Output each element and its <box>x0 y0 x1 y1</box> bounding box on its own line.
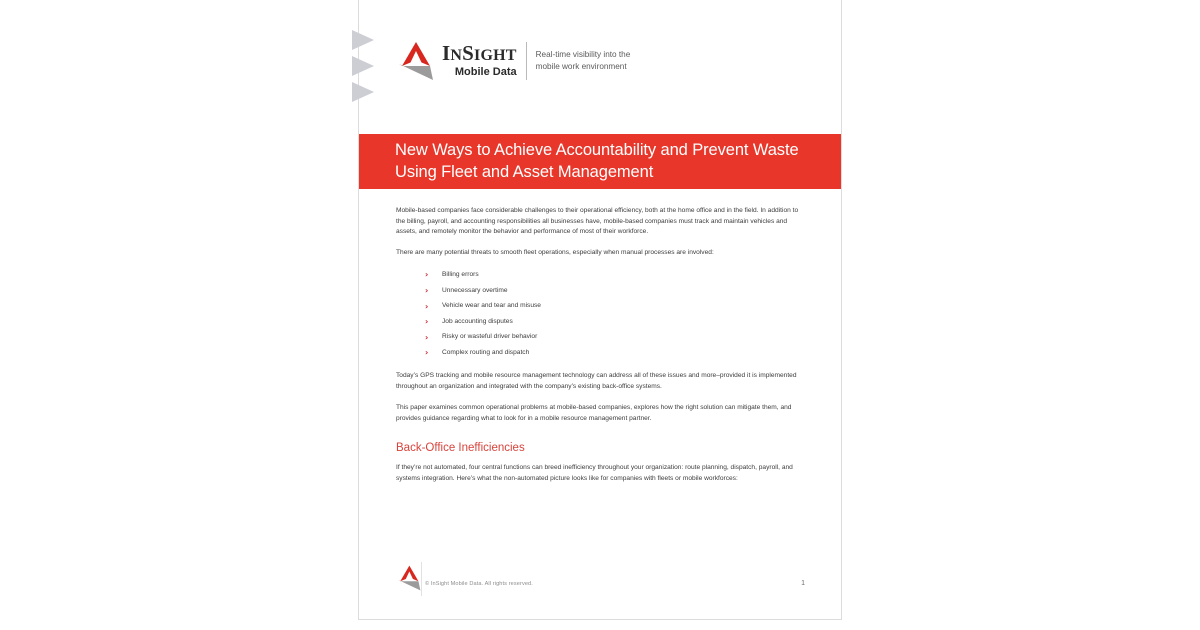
page-title: New Ways to Achieve Accountability and Prevent Waste Using Fleet and Asset Management <box>395 140 799 181</box>
list-item-label: Risky or wasteful driver behavior <box>442 333 538 341</box>
chevron-bullet-icon: › <box>425 301 429 311</box>
list-item-label: Vehicle wear and tear and misuse <box>442 302 541 310</box>
brand-subtitle: Mobile Data <box>454 66 517 79</box>
chevron-bullet-icon: › <box>425 348 429 358</box>
chevron-right-decoration-icon <box>352 30 374 50</box>
document-page <box>358 0 842 620</box>
chevron-bullet-icon: › <box>425 317 429 327</box>
threats-list <box>396 271 800 357</box>
copyright-notice: © InSight Mobile Data. All rights reserved. <box>425 581 533 587</box>
chevron-right-decoration-icon <box>352 56 374 76</box>
body-paragraph-5: If they’re not automated, four central functions can breed inefficiency throughout your organization: route planning, dispatch, payroll, and systems integration. Here’s what the non-automated picture looks like for companies with fleets or mobile workforces: <box>396 464 793 482</box>
chevron-right-decoration-icon <box>352 82 374 102</box>
brand-wordmark <box>442 42 527 80</box>
document-body <box>396 206 800 495</box>
list-item-label: Job accounting disputes <box>442 317 513 325</box>
body-paragraph-3: Today’s GPS tracking and mobile resource management technology can address all of these issues and more–provided it is implemented throughout an organization and integrated with the company’s existing back-office systems. <box>396 372 797 391</box>
brand-name: INSIGHT <box>442 40 517 65</box>
list-item <box>425 333 800 342</box>
list-item <box>425 271 800 280</box>
decorative-chevrons <box>352 30 382 102</box>
list-item <box>425 318 800 327</box>
list-item <box>425 349 800 358</box>
footer-divider <box>421 562 422 596</box>
list-item <box>425 287 800 296</box>
insight-triangle-logo-small-icon <box>397 564 423 592</box>
list-item-label: Complex routing and dispatch <box>442 348 530 356</box>
document-header <box>397 38 646 84</box>
body-paragraph-4: This paper examines common operational problems at mobile-based companies, explores how the right solution can mitigate them, and provides guidance regarding what to look for in a mobile resource management partner. <box>396 403 792 422</box>
chevron-bullet-icon: › <box>425 286 429 295</box>
list-item <box>425 302 800 311</box>
chevron-bullet-icon: › <box>425 270 429 280</box>
section-heading: Back-Office Inefficiencies <box>396 442 525 455</box>
list-item-label: Billing errors <box>442 270 479 278</box>
list-item-label: Unnecessary overtime <box>442 286 508 294</box>
page-number: 1 <box>801 580 805 587</box>
brand-tagline: Real-time visibility into the mobile work environment <box>535 50 631 71</box>
document-footer <box>359 560 842 610</box>
insight-triangle-logo-icon <box>397 40 437 82</box>
chevron-bullet-icon: › <box>425 332 429 342</box>
body-paragraph-2: There are many potential threats to smooth fleet operations, especially when manual processes are involved: <box>396 249 714 257</box>
body-paragraph-1: Mobile-based companies face considerable challenges to their operational efficiency, both at the home office and in the field. In addition to the billing, payroll, and accounting responsibilities all businesses have, mobile-based companies must track and maintain vehicles and assets, and remotely monitor the behavior and performance of most of their workforce. <box>396 207 799 236</box>
title-banner <box>359 134 842 189</box>
